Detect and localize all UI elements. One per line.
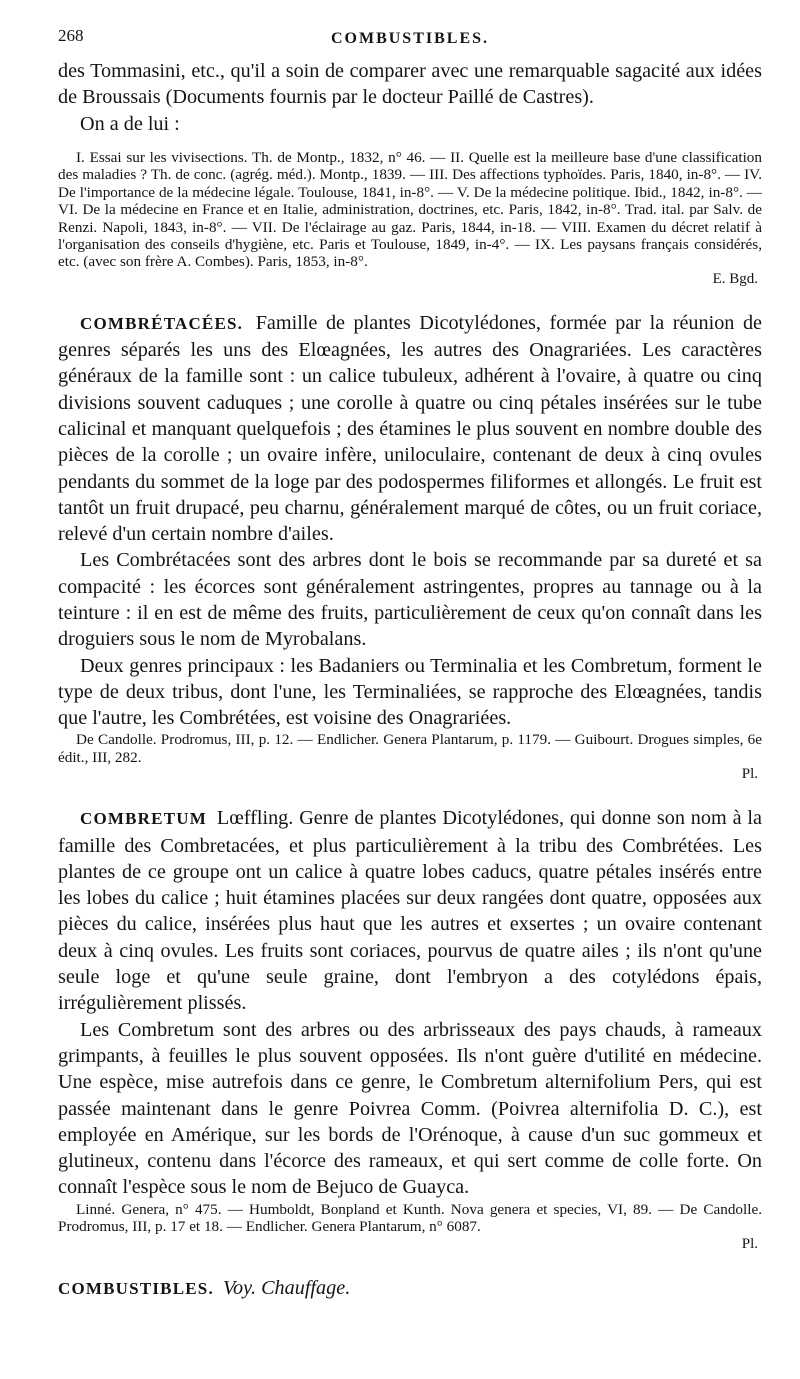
entry-paragraph <box>58 310 762 548</box>
entry-headword: COMBRÉTACÉES. <box>80 313 244 333</box>
works-lead: On a de lui : <box>80 112 180 135</box>
entry-paragraph: Deux genres principaux : les Badaniers ou Terminalia et les Combretum, forment le type de deux tribus, dont l'une, les Terminaliées, se rapproche des Elœagnées, tandis que l'autre, les Combrétées, est voisine des Onagrariées. <box>58 654 762 730</box>
author-signature: E. Bgd. <box>712 270 758 287</box>
cross-reference: Voy. Chauffage. <box>222 1276 351 1299</box>
author-signature: Pl. <box>741 1235 758 1252</box>
running-head: COMBUSTIBLES. <box>330 30 490 47</box>
entry-paragraph <box>58 805 762 1016</box>
entry-paragraph: Les Combretum sont des arbres ou des arbrisseaux des pays chauds, à rameaux grimpants, à feuilles le plus souvent opposées. Ils n'ont guère d'utilité en médecine. Une espèce, mise autrefois dans ce genre, le Combretum alternifolium Pers, qui est passée maintenant dans le genre Poivrea Comm. (Poivrea alternifolia D. C.), est employée en Amérique, sur les bords de l'Orénoque, à cause d'un suc gommeux et glutineux, contenu dans l'écorce des rameaux, et qui sert comme de colle forte. On connaît l'espèce sous le nom de Bejuco de Guayca. <box>58 1018 762 1199</box>
works-list: I. Essai sur les vivisections. Th. de Montp., 1832, n° 46. — II. Quelle est la meilleure base d'une classification des maladies ? Th. de conc. (agrég. méd.). Montp., 1839. — III. Des affections typhoïdes. Paris, 1840, in-8°. — IV. De l'importance de la médecine légale. Toulouse, 1841, in-8°. — V. De la médecine politique. Ibid., 1842, in-8°. — VI. De la médecine en France et en Italie, administration, doctrines, etc. Paris, 1842, in-8°. Trad. ital. par Salv. de Renzi. Napoli, 1843, in-8°. — VII. De l'éclairage au gaz. Paris, 1844, in-18. — VIII. Examen du décret relatif à l'organisation des conseils d'hygiène, etc. Paris et Toulouse, 1849, in-4°. — IX. Les paysans français considérés, etc. (avec son frère A. Combes). Paris, 1853, in-8°. <box>58 148 762 271</box>
entry-combretacees <box>58 310 762 784</box>
entry-text: Genre de plantes Dicotylédones, qui donne son nom à la famille des Combretacées, et plus particulièrement à la tribu des Combrétées. Les plantes de ce groupe ont un calice à quatre lobes caducs, quatre pétales insérés entre les lobes du calice ; huit étamines placées sur deux rangées dont quatre, opposées aux pièces du calice, insérées plus haut que les autres et exsertes ; un ovaire contenant deux à cinq ovules. Les fruits sont coriaces, pourvus de quatre ailes ; ils n'ont qu'une seule loge et qu'une seule graine, dont l'embryon a des cotylédons épais, irrégulièrement plissés. <box>58 807 762 1015</box>
entry-authority: Lœffling. <box>216 807 294 830</box>
entry-combes-continuation <box>58 58 762 288</box>
author-signature: Pl. <box>741 766 758 783</box>
entry-paragraph: Les Combrétacées sont des arbres dont le bois se recommande par sa dureté et sa compacité : les écorces sont généralement astringentes, propres au tannage ou à la teinture : il en est de même des fruits, particulièrement de ceux qu'on connaît dans les droguiers sous le nom de Myrobalans. <box>58 549 762 651</box>
entry-headword: COMBRETUM <box>80 809 207 829</box>
entry-headword: COMBUSTIBLES. <box>58 1278 214 1298</box>
page-number: 268 <box>58 26 84 45</box>
entry-continuation-text: des Tommasini, etc., qu'il a soin de comparer avec une remarquable sagacité aux idées de Broussais (Documents fournis par le docteur Paillé de Castres). <box>58 60 762 109</box>
bibliography: De Candolle. Prodromus, III, p. 12. — Endlicher. Genera Plantarum, p. 1179. — Guibourt. Drogues simples, 6e édit., III, 282. <box>58 731 762 766</box>
page-header <box>58 22 762 58</box>
entry-paragraph <box>58 1275 762 1302</box>
entry-combretum <box>58 805 762 1252</box>
entry-text: Famille de plantes Dicotylédones, formée par la réunion de genres séparés les uns des Elœagnées, les autres des Onagrariées. Les caractères généraux de la famille sont : un calice tubuleux, adhérent à l'ovaire, à quatre ou cinq divisions souvent caduques ; une corolle à quatre ou cinq pétales insérées sur le tube calicinal et manquant quelquefois ; des étamines le plus souvent en nombre double des pièces de la corolle ; un ovaire infère, uniloculaire, contenant de deux à cinq ovules pendants du sommet de la loge par des podospermes filiformes et allongés. Le fruit est tantôt un fruit drupacé, peu charnu, généralement marqué de côtes, ou un fruit coriace, relevé d'un certain nombre d'ailes. <box>58 311 763 546</box>
bibliography: Linné. Genera, n° 475. — Humboldt, Bonpland et Kunth. Nova genera et species, VI, 89. — De Candolle. Prodromus, III, p. 17 et 18. — Endlicher. Genera Plantarum, n° 6087. <box>58 1200 762 1236</box>
entry-combustibles <box>58 1275 762 1302</box>
